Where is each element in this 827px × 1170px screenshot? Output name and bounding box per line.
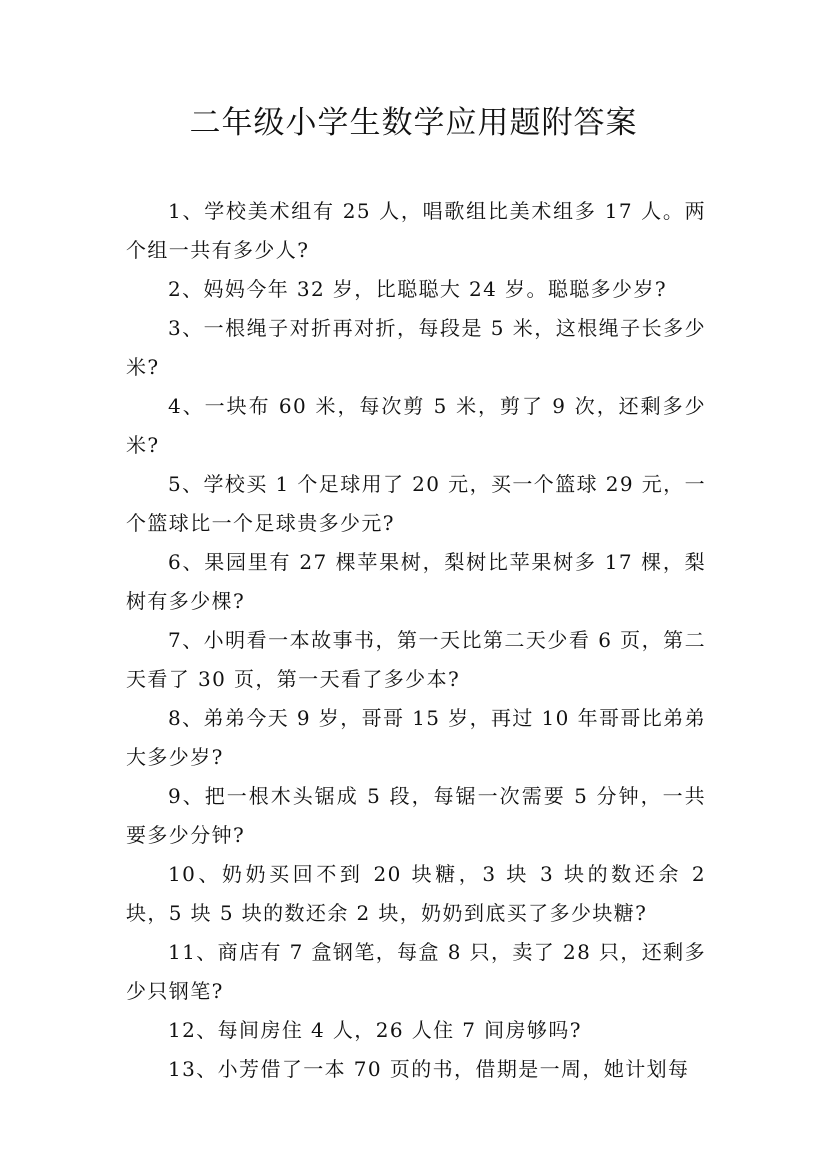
- problem-item: 10、奶奶买回不到 20 块糖，3 块 3 块的数还余 2 块，5 块 5 块的数还余 2 块，奶奶到底买了多少块糖?: [126, 862, 706, 925]
- problem-item: 7、小明看一本故事书，第一天比第二天少看 6 页，第二天看了 30 页，第一天看了多少本?: [126, 628, 706, 691]
- problem-item: 2、妈妈今年 32 岁，比聪聪大 24 岁。聪聪多少岁?: [168, 277, 667, 301]
- problem-item: 4、一块布 60 米，每次剪 5 米，剪了 9 次，还剩多少米?: [126, 394, 706, 457]
- problem-item: 11、商店有 7 盒钢笔，每盒 8 只，卖了 28 只，还剩多少只钢笔?: [126, 940, 706, 1003]
- problem-item: 3、一根绳子对折再对折，每段是 5 米，这根绳子长多少米?: [126, 316, 706, 379]
- problem-item: 1、学校美术组有 25 人，唱歌组比美术组多 17 人。两个组一共有多少人?: [126, 199, 706, 262]
- problem-item: 12、每间房住 4 人，26 人住 7 间房够吗?: [168, 1018, 582, 1042]
- problem-item: 6、果园里有 27 棵苹果树，梨树比苹果树多 17 棵，梨树有多少棵?: [126, 550, 706, 613]
- document-title: 二年级小学生数学应用题附答案: [189, 105, 638, 141]
- problem-item: 8、弟弟今天 9 岁，哥哥 15 岁，再过 10 年哥哥比弟弟大多少岁?: [126, 706, 706, 769]
- problem-item: 13、小芳借了一本 70 页的书，借期是一周，她计划每: [168, 1057, 690, 1081]
- problem-item: 5、学校买 1 个足球用了 20 元，买一个篮球 29 元，一个篮球比一个足球贵多少元?: [126, 472, 706, 535]
- problem-item: 9、把一根木头锯成 5 段，每锯一次需要 5 分钟，一共要多少分钟?: [126, 784, 706, 847]
- problem-list: [126, 192, 706, 1089]
